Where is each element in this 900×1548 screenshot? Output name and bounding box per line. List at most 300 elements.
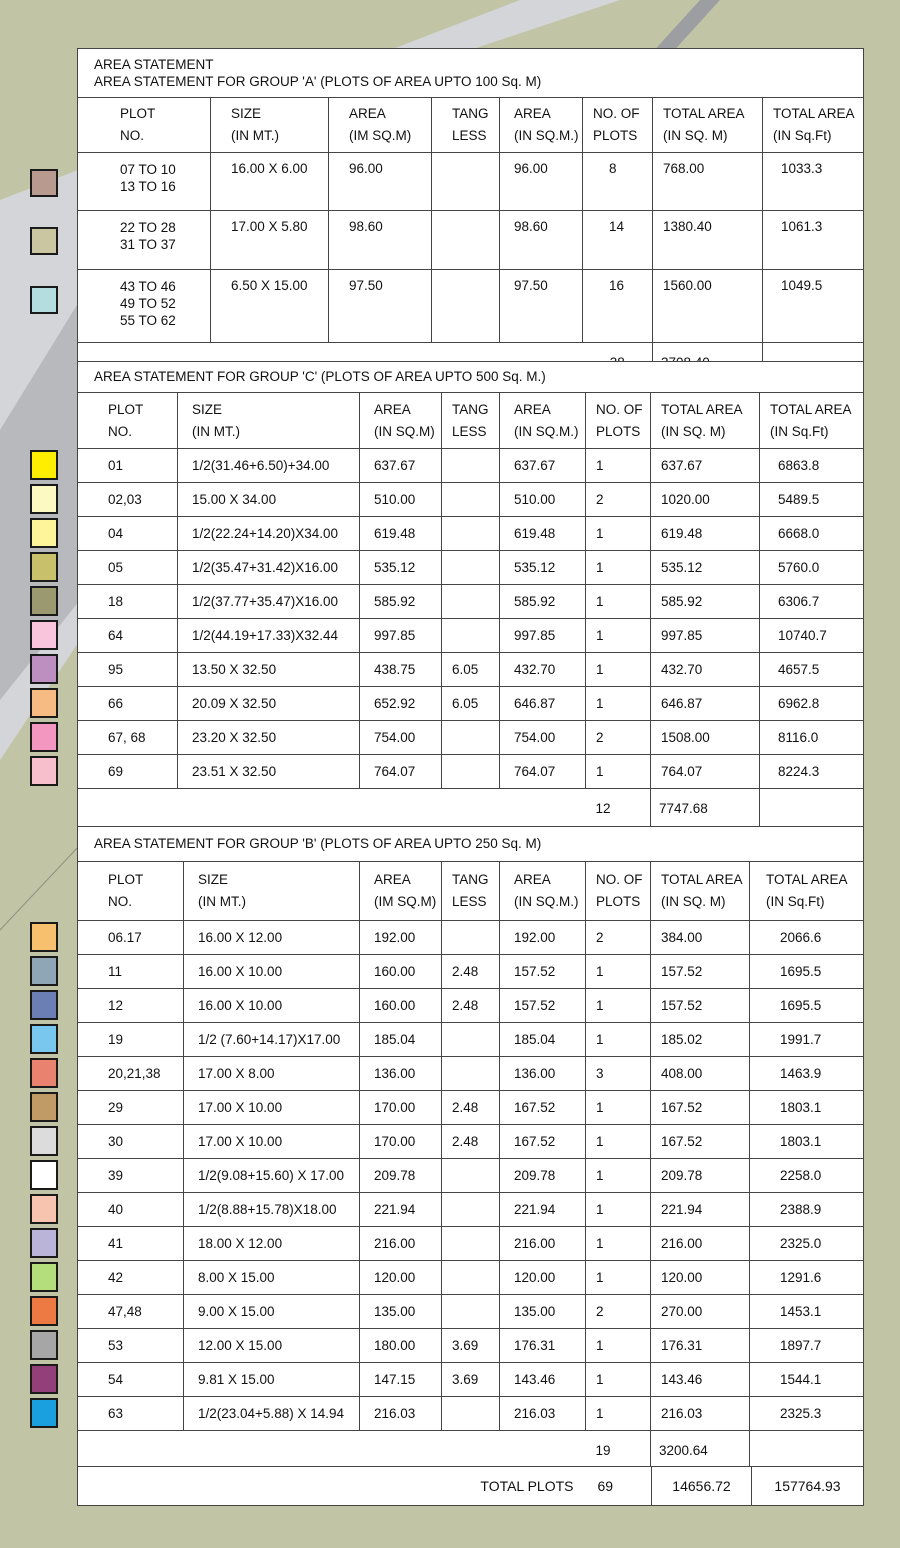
cell-plots: 1 — [586, 687, 651, 721]
group-c-table — [77, 361, 864, 828]
cell-tang: 3.69 — [442, 1329, 500, 1363]
grand-total-plots: 69 — [590, 1467, 652, 1506]
cell-area: 97.50 — [329, 270, 432, 343]
cell-total: 120.00 — [651, 1261, 750, 1295]
table-row — [78, 1057, 864, 1091]
cell-net: 96.00 — [500, 153, 583, 211]
color-swatch — [30, 450, 58, 480]
cell-sqft: 1049.5 — [763, 270, 864, 343]
cell-tang — [432, 153, 500, 211]
cell-size: 1/2(35.47+31.42)X16.00 — [178, 551, 360, 585]
table-row — [78, 1261, 864, 1295]
cell-plots: 1 — [586, 1023, 651, 1057]
cell-plots: 1 — [586, 1091, 651, 1125]
header-no-of-plots: NO. OF PLOTS — [586, 393, 651, 449]
cell-total: 216.00 — [651, 1227, 750, 1261]
cell-area: 754.00 — [360, 721, 442, 755]
cell-net: 192.00 — [500, 921, 586, 955]
table-row — [78, 551, 864, 585]
cell-size: 9.00 X 15.00 — [184, 1295, 360, 1329]
cell-plot: 95 — [78, 653, 178, 687]
cell-total: 1508.00 — [651, 721, 760, 755]
cell-plots: 1 — [586, 449, 651, 483]
cell-plot: 54 — [78, 1363, 184, 1397]
group-a-title — [78, 49, 864, 98]
cell-sqft: 1033.3 — [763, 153, 864, 211]
cell-total: 221.94 — [651, 1193, 750, 1227]
group-b-sum-plots: 19 — [586, 1431, 651, 1470]
table-row — [78, 1159, 864, 1193]
group-b-header-row — [78, 862, 864, 921]
cell-size: 1/2(23.04+5.88) X 14.94 — [184, 1397, 360, 1431]
cell-sqft: 1695.5 — [750, 955, 864, 989]
header-plot-no: PLOT NO. — [78, 862, 184, 921]
cell-size: 23.20 X 32.50 — [178, 721, 360, 755]
cell-tang — [442, 921, 500, 955]
header-no-of-plots: NO. OF PLOTS — [586, 862, 651, 921]
group-c-header-row — [78, 393, 864, 449]
group-a-title-line2: AREA STATEMENT FOR GROUP 'A' (PLOTS OF AREA UPTO 100 Sq. M) — [94, 74, 542, 89]
cell-sqft: 1803.1 — [750, 1091, 864, 1125]
table-row — [78, 449, 864, 483]
table-row — [78, 721, 864, 755]
cell-tang: 6.05 — [442, 653, 500, 687]
cell-plots: 1 — [586, 955, 651, 989]
cell-plots: 2 — [586, 483, 651, 517]
table-row — [78, 270, 864, 343]
header-no-of-plots: NO. OF PLOTS — [583, 98, 653, 153]
cell-sqft: 2388.9 — [750, 1193, 864, 1227]
cell-area: 652.92 — [360, 687, 442, 721]
color-swatch — [30, 1194, 58, 1224]
cell-tang — [442, 517, 500, 551]
cell-total: 216.03 — [651, 1397, 750, 1431]
cell-net: 997.85 — [500, 619, 586, 653]
color-swatch — [30, 922, 58, 952]
cell-area: 135.00 — [360, 1295, 442, 1329]
table-row — [78, 1363, 864, 1397]
color-swatch — [30, 1160, 58, 1190]
cell-sqft: 2258.0 — [750, 1159, 864, 1193]
cell-size: 1/2(31.46+6.50)+34.00 — [178, 449, 360, 483]
cell-plot: 42 — [78, 1261, 184, 1295]
cell-plot: 22 TO 28 31 TO 37 — [78, 211, 211, 270]
cell-plot: 12 — [78, 989, 184, 1023]
cell-tang — [442, 755, 500, 789]
cell-plots: 14 — [583, 211, 653, 270]
cell-total: 384.00 — [651, 921, 750, 955]
cell-tang — [442, 1057, 500, 1091]
cell-plot: 07 TO 10 13 TO 16 — [78, 153, 211, 211]
cell-net: 535.12 — [500, 551, 586, 585]
cell-area: 185.04 — [360, 1023, 442, 1057]
cell-size: 13.50 X 32.50 — [178, 653, 360, 687]
group-b-title: AREA STATEMENT FOR GROUP 'B' (PLOTS OF AREA UPTO 250 Sq. M) — [78, 827, 864, 862]
color-swatch — [30, 1228, 58, 1258]
cell-total: 143.46 — [651, 1363, 750, 1397]
cell-size: 20.09 X 32.50 — [178, 687, 360, 721]
cell-net: 510.00 — [500, 483, 586, 517]
cell-plots: 1 — [586, 1227, 651, 1261]
cell-plots: 1 — [586, 1125, 651, 1159]
cell-plot: 66 — [78, 687, 178, 721]
cell-area: 180.00 — [360, 1329, 442, 1363]
cell-area: 160.00 — [360, 989, 442, 1023]
cell-total: 637.67 — [651, 449, 760, 483]
cell-area: 997.85 — [360, 619, 442, 653]
cell-area: 96.00 — [329, 153, 432, 211]
cell-size: 12.00 X 15.00 — [184, 1329, 360, 1363]
group-b-sum-area: 3200.64 — [651, 1431, 750, 1470]
cell-plot: 41 — [78, 1227, 184, 1261]
table-row — [78, 1329, 864, 1363]
cell-area: 98.60 — [329, 211, 432, 270]
header-tang-less: TANG LESS — [442, 393, 500, 449]
cell-size: 16.00 X 12.00 — [184, 921, 360, 955]
header-area: AREA (IM SQ.M) — [360, 862, 442, 921]
cell-area: 120.00 — [360, 1261, 442, 1295]
cell-plots: 1 — [586, 517, 651, 551]
cell-total: 270.00 — [651, 1295, 750, 1329]
cell-plot: 63 — [78, 1397, 184, 1431]
group-c-sum-plots: 12 — [586, 789, 651, 828]
table-row — [78, 619, 864, 653]
cell-plot: 20,21,38 — [78, 1057, 184, 1091]
group-c-sum-area: 7747.68 — [651, 789, 760, 828]
header-net-area: AREA (IN SQ.M.) — [500, 862, 586, 921]
cell-tang — [442, 1159, 500, 1193]
table-row — [78, 989, 864, 1023]
header-tang-less: TANG LESS — [442, 862, 500, 921]
cell-plots: 1 — [586, 1193, 651, 1227]
cell-tang — [432, 211, 500, 270]
cell-total: 157.52 — [651, 989, 750, 1023]
cell-total: 646.87 — [651, 687, 760, 721]
cell-area: 221.94 — [360, 1193, 442, 1227]
cell-sqft: 6668.0 — [760, 517, 864, 551]
cell-area: 136.00 — [360, 1057, 442, 1091]
cell-net: 585.92 — [500, 585, 586, 619]
cell-net: 157.52 — [500, 989, 586, 1023]
header-total-area: TOTAL AREA (IN SQ. M) — [653, 98, 763, 153]
cell-net: 143.46 — [500, 1363, 586, 1397]
cell-tang — [442, 483, 500, 517]
cell-tang — [442, 1261, 500, 1295]
cell-area: 170.00 — [360, 1091, 442, 1125]
grand-total-label: TOTAL PLOTS — [78, 1467, 590, 1506]
cell-plots: 16 — [583, 270, 653, 343]
cell-sqft: 1695.5 — [750, 989, 864, 1023]
cell-tang: 2.48 — [442, 1125, 500, 1159]
cell-total: 157.52 — [651, 955, 750, 989]
cell-net: 221.94 — [500, 1193, 586, 1227]
cell-net: 157.52 — [500, 955, 586, 989]
cell-size: 1/2 (7.60+14.17)X17.00 — [184, 1023, 360, 1057]
cell-plots: 1 — [586, 1329, 651, 1363]
cell-size: 1/2(22.24+14.20)X34.00 — [178, 517, 360, 551]
table-row — [78, 1125, 864, 1159]
grand-total-sqft: 157764.93 — [752, 1467, 864, 1506]
group-b-table — [77, 826, 864, 1470]
cell-plot: 19 — [78, 1023, 184, 1057]
color-swatch — [30, 1126, 58, 1156]
cell-sqft: 6306.7 — [760, 585, 864, 619]
cell-area: 216.03 — [360, 1397, 442, 1431]
cell-tang — [442, 1397, 500, 1431]
cell-sqft: 1897.7 — [750, 1329, 864, 1363]
cell-plot: 69 — [78, 755, 178, 789]
color-swatch — [30, 1092, 58, 1122]
header-total-area-sqft: TOTAL AREA (IN Sq.Ft) — [763, 98, 864, 153]
color-swatch — [30, 169, 58, 197]
color-swatch — [30, 484, 58, 514]
cell-plots: 1 — [586, 1397, 651, 1431]
cell-area: 764.07 — [360, 755, 442, 789]
table-row — [78, 585, 864, 619]
cell-sqft: 1291.6 — [750, 1261, 864, 1295]
header-plot-no: PLOT NO. — [78, 393, 178, 449]
cell-size: 15.00 X 34.00 — [178, 483, 360, 517]
cell-plot: 04 — [78, 517, 178, 551]
color-swatch — [30, 1058, 58, 1088]
cell-tang — [432, 270, 500, 343]
cell-sqft: 1061.3 — [763, 211, 864, 270]
cell-size: 1/2(8.88+15.78)X18.00 — [184, 1193, 360, 1227]
cell-total: 209.78 — [651, 1159, 750, 1193]
cell-area: 160.00 — [360, 955, 442, 989]
cell-plot: 67, 68 — [78, 721, 178, 755]
color-swatch — [30, 1398, 58, 1428]
cell-plot: 64 — [78, 619, 178, 653]
cell-tang — [442, 1193, 500, 1227]
cell-area: 585.92 — [360, 585, 442, 619]
cell-sqft: 1453.1 — [750, 1295, 864, 1329]
cell-sqft: 2066.6 — [750, 921, 864, 955]
cell-size: 17.00 X 8.00 — [184, 1057, 360, 1091]
color-swatch — [30, 227, 58, 255]
cell-plot: 43 TO 46 49 TO 52 55 TO 62 — [78, 270, 211, 343]
color-swatch — [30, 688, 58, 718]
group-a-table — [77, 48, 864, 382]
cell-plot: 39 — [78, 1159, 184, 1193]
color-swatch — [30, 552, 58, 582]
cell-size: 1/2(44.19+17.33)X32.44 — [178, 619, 360, 653]
cell-size: 1/2(37.77+35.47)X16.00 — [178, 585, 360, 619]
cell-plots: 1 — [586, 989, 651, 1023]
cell-tang — [442, 721, 500, 755]
cell-size: 17.00 X 5.80 — [211, 211, 329, 270]
cell-size: 16.00 X 10.00 — [184, 955, 360, 989]
cell-tang — [442, 1295, 500, 1329]
cell-size: 6.50 X 15.00 — [211, 270, 329, 343]
cell-tang — [442, 551, 500, 585]
cell-net: 637.67 — [500, 449, 586, 483]
cell-plots: 1 — [586, 653, 651, 687]
table-row — [78, 755, 864, 789]
cell-tang — [442, 619, 500, 653]
cell-tang — [442, 1227, 500, 1261]
cell-area: 209.78 — [360, 1159, 442, 1193]
cell-total: 1020.00 — [651, 483, 760, 517]
group-c-total-row — [78, 789, 864, 828]
color-swatch — [30, 722, 58, 752]
group-c-title: AREA STATEMENT FOR GROUP 'C' (PLOTS OF AREA UPTO 500 Sq. M.) — [78, 362, 864, 393]
cell-plot: 18 — [78, 585, 178, 619]
color-swatch — [30, 1364, 58, 1394]
cell-total: 585.92 — [651, 585, 760, 619]
table-row — [78, 1397, 864, 1431]
cell-plots: 2 — [586, 921, 651, 955]
cell-net: 167.52 — [500, 1091, 586, 1125]
cell-plot: 30 — [78, 1125, 184, 1159]
cell-sqft: 1463.9 — [750, 1057, 864, 1091]
table-row — [78, 483, 864, 517]
cell-sqft: 1803.1 — [750, 1125, 864, 1159]
table-row — [78, 517, 864, 551]
table-row — [78, 653, 864, 687]
cell-size: 8.00 X 15.00 — [184, 1261, 360, 1295]
color-swatch — [30, 1262, 58, 1292]
color-swatch — [30, 286, 58, 314]
table-row — [78, 1193, 864, 1227]
cell-total: 997.85 — [651, 619, 760, 653]
header-tang-less: TANG LESS — [432, 98, 500, 153]
cell-plot: 06.17 — [78, 921, 184, 955]
cell-plot: 40 — [78, 1193, 184, 1227]
cell-plots: 2 — [586, 1295, 651, 1329]
header-plot-no: PLOT NO. — [78, 98, 211, 153]
cell-area: 192.00 — [360, 921, 442, 955]
cell-size: 1/2(9.08+15.60) X 17.00 — [184, 1159, 360, 1193]
color-swatch — [30, 620, 58, 650]
cell-net: 209.78 — [500, 1159, 586, 1193]
cell-sqft: 5489.5 — [760, 483, 864, 517]
cell-area: 216.00 — [360, 1227, 442, 1261]
cell-size: 23.51 X 32.50 — [178, 755, 360, 789]
table-row — [78, 1295, 864, 1329]
color-swatch — [30, 654, 58, 684]
color-swatch — [30, 1024, 58, 1054]
cell-net: 754.00 — [500, 721, 586, 755]
cell-net: 646.87 — [500, 687, 586, 721]
table-row — [78, 153, 864, 211]
cell-sqft: 5760.0 — [760, 551, 864, 585]
cell-plot: 29 — [78, 1091, 184, 1125]
cell-net: 216.03 — [500, 1397, 586, 1431]
cell-plot: 01 — [78, 449, 178, 483]
cell-sqft: 8224.3 — [760, 755, 864, 789]
cell-net: 216.00 — [500, 1227, 586, 1261]
cell-net: 185.04 — [500, 1023, 586, 1057]
header-size: SIZE (IN MT.) — [178, 393, 360, 449]
cell-tang: 2.48 — [442, 955, 500, 989]
cell-sqft: 4657.5 — [760, 653, 864, 687]
cell-total: 535.12 — [651, 551, 760, 585]
color-swatch — [30, 956, 58, 986]
cell-area: 510.00 — [360, 483, 442, 517]
header-net-area: AREA (IN SQ.M.) — [500, 98, 583, 153]
group-b-rows — [78, 921, 864, 1431]
cell-plots: 1 — [586, 755, 651, 789]
cell-tang: 3.69 — [442, 1363, 500, 1397]
group-b-total-row — [78, 1431, 864, 1470]
cell-total: 432.70 — [651, 653, 760, 687]
header-size: SIZE (IN MT.) — [184, 862, 360, 921]
table-row — [78, 921, 864, 955]
color-swatch — [30, 1330, 58, 1360]
grand-total-area: 14656.72 — [652, 1467, 752, 1506]
cell-area: 619.48 — [360, 517, 442, 551]
table-row — [78, 1091, 864, 1125]
color-swatch — [30, 756, 58, 786]
cell-total: 619.48 — [651, 517, 760, 551]
cell-total: 167.52 — [651, 1125, 750, 1159]
color-swatch — [30, 518, 58, 548]
cell-sqft: 1991.7 — [750, 1023, 864, 1057]
cell-area: 147.15 — [360, 1363, 442, 1397]
cell-plots: 1 — [586, 551, 651, 585]
cell-tang — [442, 585, 500, 619]
cell-area: 535.12 — [360, 551, 442, 585]
cell-net: 432.70 — [500, 653, 586, 687]
cell-sqft: 6962.8 — [760, 687, 864, 721]
header-total-area: TOTAL AREA (IN SQ. M) — [651, 393, 760, 449]
cell-net: 619.48 — [500, 517, 586, 551]
cell-size: 17.00 X 10.00 — [184, 1125, 360, 1159]
cell-total: 768.00 — [653, 153, 763, 211]
cell-plots: 8 — [583, 153, 653, 211]
color-swatch — [30, 586, 58, 616]
grand-total-row — [78, 1467, 864, 1506]
cell-plot: 11 — [78, 955, 184, 989]
cell-net: 176.31 — [500, 1329, 586, 1363]
cell-size: 17.00 X 10.00 — [184, 1091, 360, 1125]
cell-size: 9.81 X 15.00 — [184, 1363, 360, 1397]
color-swatch — [30, 1296, 58, 1326]
cell-net: 120.00 — [500, 1261, 586, 1295]
header-size: SIZE (IN MT.) — [211, 98, 329, 153]
table-row — [78, 1023, 864, 1057]
cell-total: 167.52 — [651, 1091, 750, 1125]
table-row — [78, 211, 864, 270]
cell-plot: 05 — [78, 551, 178, 585]
header-total-area: TOTAL AREA (IN SQ. M) — [651, 862, 750, 921]
cell-size: 16.00 X 10.00 — [184, 989, 360, 1023]
cell-plot: 53 — [78, 1329, 184, 1363]
cell-total: 185.02 — [651, 1023, 750, 1057]
group-a-rows — [78, 153, 864, 343]
cell-plots: 1 — [586, 619, 651, 653]
cell-area: 637.67 — [360, 449, 442, 483]
group-a-title-line1: AREA STATEMENT — [94, 57, 214, 72]
header-total-area-sqft: TOTAL AREA (IN Sq.Ft) — [750, 862, 864, 921]
cell-plots: 2 — [586, 721, 651, 755]
group-c-rows — [78, 449, 864, 789]
cell-tang: 6.05 — [442, 687, 500, 721]
cell-plot: 02,03 — [78, 483, 178, 517]
header-area: AREA (IM SQ.M) — [329, 98, 432, 153]
cell-sqft: 1544.1 — [750, 1363, 864, 1397]
table-row — [78, 687, 864, 721]
cell-total: 176.31 — [651, 1329, 750, 1363]
cell-plot: 47,48 — [78, 1295, 184, 1329]
cell-sqft: 8116.0 — [760, 721, 864, 755]
color-swatch — [30, 990, 58, 1020]
cell-sqft: 6863.8 — [760, 449, 864, 483]
cell-net: 167.52 — [500, 1125, 586, 1159]
cell-net: 97.50 — [500, 270, 583, 343]
cell-total: 764.07 — [651, 755, 760, 789]
